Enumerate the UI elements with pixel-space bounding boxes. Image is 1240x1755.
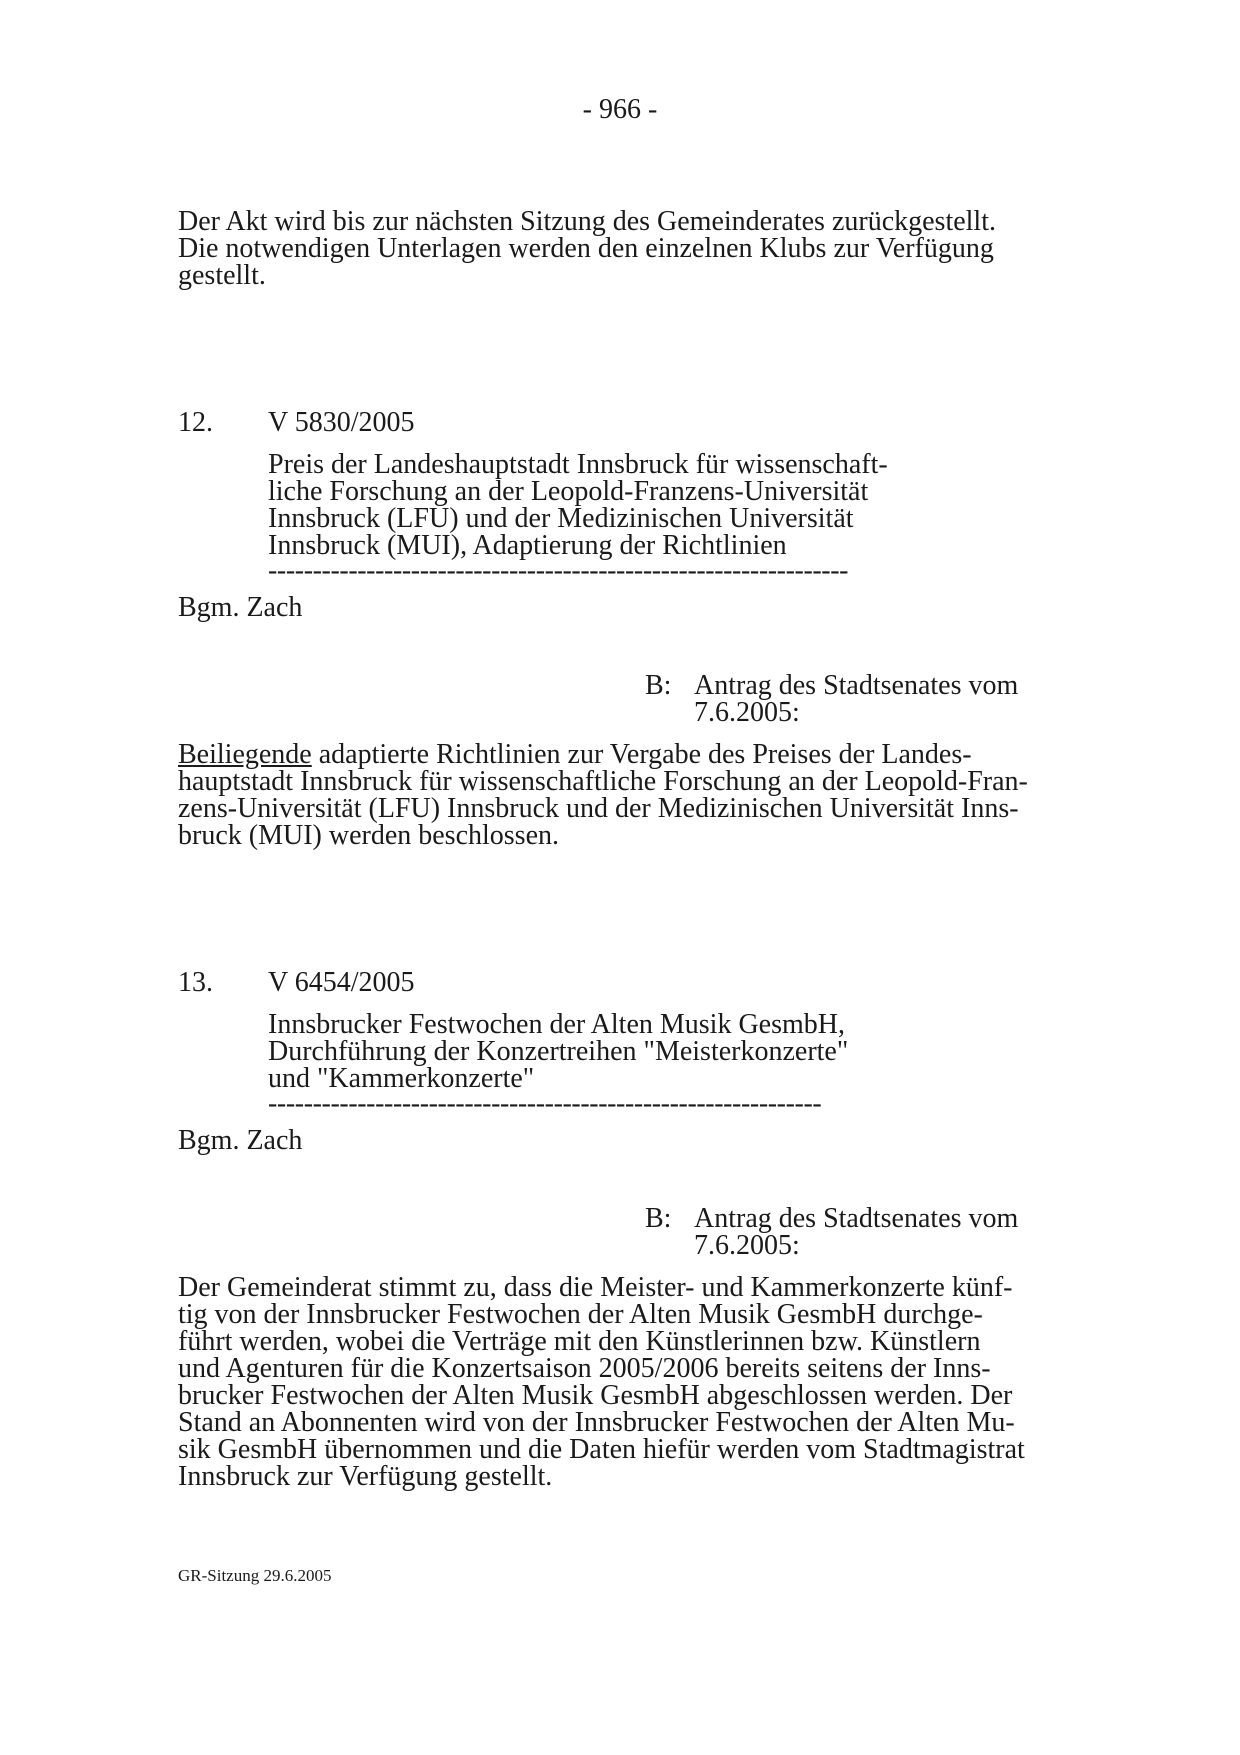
resolution-line: zens-Universität (LFU) Innsbruck und der Medizinischen Universität Inns-: [178, 793, 1019, 824]
intro-line: gestellt.: [178, 260, 266, 291]
motion-line: Antrag des Stadtsenates vom: [694, 670, 1019, 701]
resolution-text: adaptierte Richtlinien zur Vergabe des Preises der Landes-: [311, 739, 972, 770]
item-title-line: Durchführung der Konzertreihen "Meisterkonzerte": [268, 1036, 849, 1067]
speaker: Bgm. Zach: [178, 1125, 303, 1156]
motion-line: 7.6.2005:: [694, 697, 800, 728]
resolution-line: hauptstadt Innsbruck für wissenschaftliche Forschung an der Leopold-Fran-: [178, 766, 1028, 797]
resolution-line: führt werden, wobei die Verträge mit den Künstlerinnen bzw. Künstlern: [178, 1326, 981, 1357]
item-title-line: Innsbruck (LFU) und der Medizinischen Universität: [268, 503, 854, 534]
resolution-line: brucker Festwochen der Alten Musik GesmbH abgeschlossen werden. Der: [178, 1380, 1013, 1411]
resolution-line: Innsbruck zur Verfügung gestellt.: [178, 1461, 553, 1492]
item-title-line: Innsbrucker Festwochen der Alten Musik GesmbH,: [268, 1009, 846, 1040]
motion-label: B:: [645, 670, 672, 701]
item-title-line: liche Forschung an der Leopold-Franzens-Universität: [268, 476, 869, 507]
resolution-emphasis: Beiliegende: [178, 739, 312, 770]
resolution-line: und Agenturen für die Konzertsaison 2005/2006 bereits seitens der Inns-: [178, 1353, 991, 1384]
motion-line: 7.6.2005:: [694, 1230, 800, 1261]
item-title-line: Innsbruck (MUI), Adaptierung der Richtlinien: [268, 530, 787, 561]
resolution-line: bruck (MUI) werden beschlossen.: [178, 820, 559, 851]
item-title-line: und "Kammerkonzerte": [268, 1063, 535, 1094]
item-number: 13.: [178, 967, 213, 998]
intro-line: Die notwendigen Unterlagen werden den einzelnen Klubs zur Verfügung: [178, 233, 994, 264]
item-reference: V 5830/2005: [268, 407, 415, 438]
resolution-line: tig von der Innsbrucker Festwochen der Alten Musik GesmbH durchge-: [178, 1299, 983, 1330]
resolution-line: [178, 741, 972, 768]
item-title-line: Preis der Landeshauptstadt Innsbruck für wissenschaft-: [268, 449, 888, 480]
item-number: 12.: [178, 407, 213, 438]
page-number: - 966 -: [582, 94, 658, 125]
resolution-line: Stand an Abonnenten wird von der Innsbrucker Festwochen der Alten Mu-: [178, 1407, 1015, 1438]
motion-line: Antrag des Stadtsenates vom: [694, 1203, 1019, 1234]
page-footer: GR-Sitzung 29.6.2005: [178, 1566, 332, 1585]
resolution-line: sik GesmbH übernommen und die Daten hiefür werden vom Stadtmagistrat: [178, 1434, 1025, 1465]
title-separator: --------------------------------------------------------------: [268, 1088, 822, 1119]
resolution-line: Der Gemeinderat stimmt zu, dass die Meister- und Kammerkonzerte künf-: [178, 1272, 1013, 1303]
motion-label: B:: [645, 1203, 672, 1234]
title-separator: -----------------------------------------------------------------: [268, 555, 849, 586]
item-reference: V 6454/2005: [268, 967, 415, 998]
intro-line: Der Akt wird bis zur nächsten Sitzung des Gemeinderates zurückgestellt.: [178, 206, 996, 237]
speaker: Bgm. Zach: [178, 592, 303, 623]
